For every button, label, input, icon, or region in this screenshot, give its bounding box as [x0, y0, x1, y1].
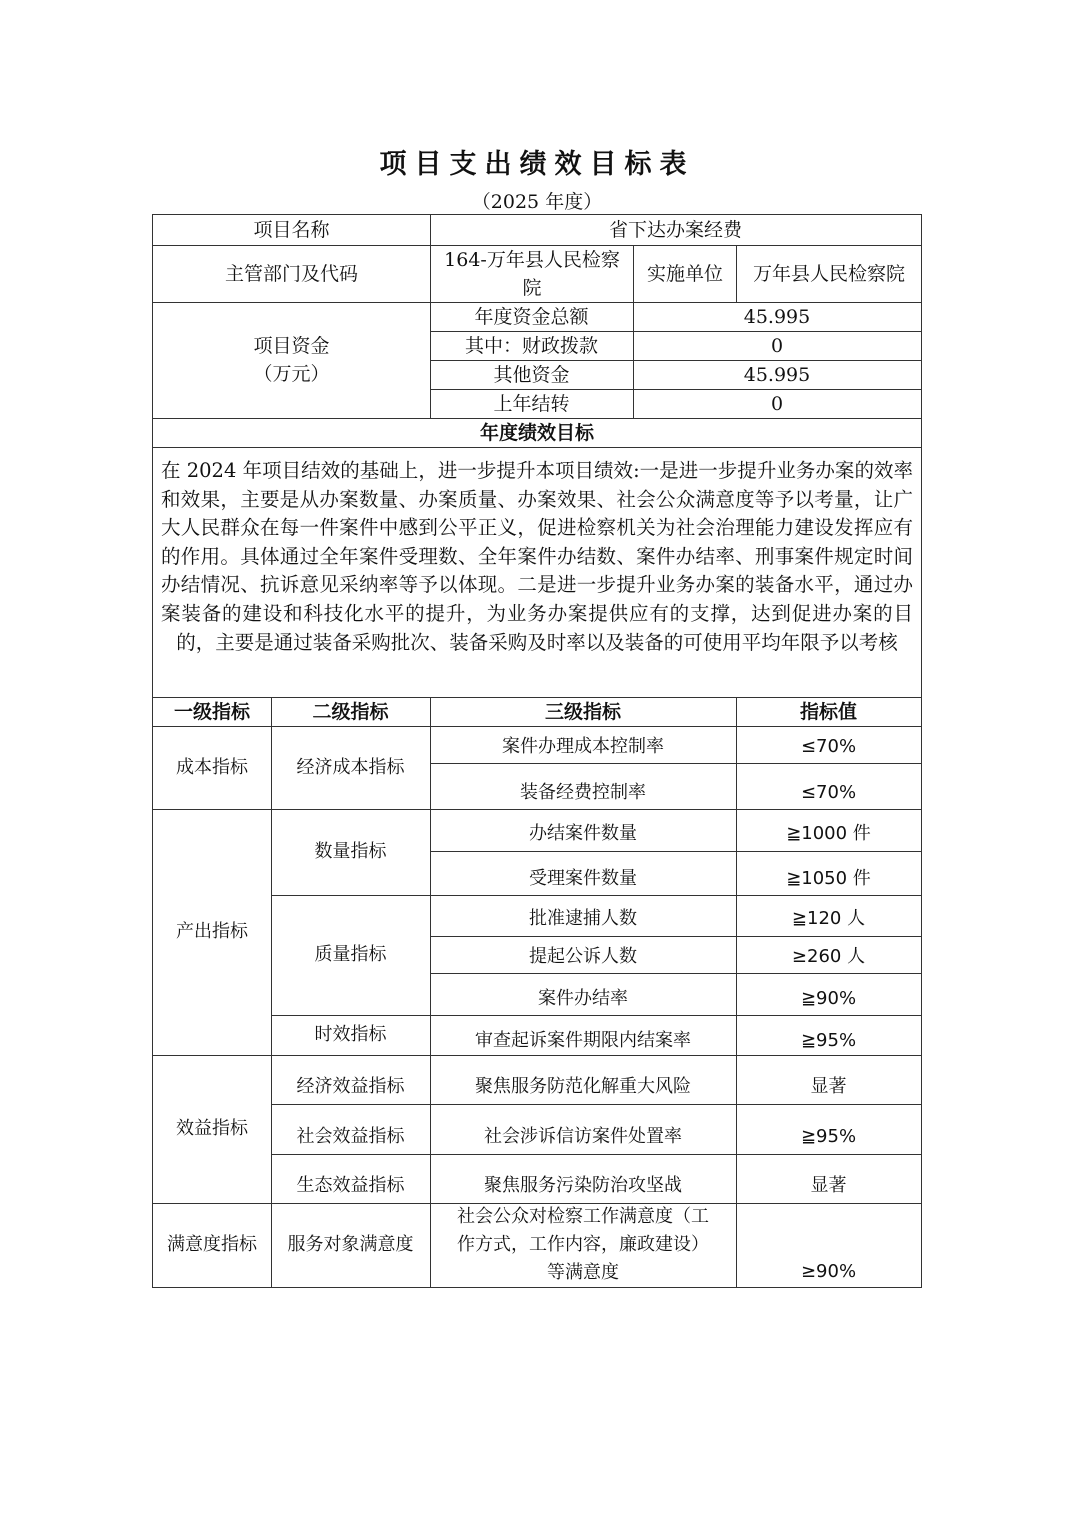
- indicator-row-name: 受理案件数量: [529, 868, 637, 889]
- level2-economic-benefit: 经济效益指标: [296, 1076, 405, 1097]
- impl-label: 实施单位: [647, 262, 724, 285]
- level2-social-benefit: 社会效益指标: [296, 1126, 405, 1147]
- performance-table: [152, 214, 922, 1288]
- header-level2: 二级指标: [312, 700, 389, 723]
- fund-other-value: 45.995: [743, 363, 811, 386]
- level2-timeliness: 时效指标: [314, 1024, 387, 1045]
- indicator-row-value: ≥260 人: [791, 946, 866, 967]
- goal-text: 在 2024 年项目结效的基础上，进一步提升本项目绩效:一是进一步提升业务办案的效率和效果，主要是从办案数量、办案质量、办案效果、社会公众满意度等予以考量，让广大人民群众在每一件案件中感到公平正义，促进检察机关为社会治理能力建设发挥应有的作用。具体通过全年案件受理数、全年案件办结数、案件办结率、刑事案件规定时间办结情况、抗诉意见采纳率等予以体现。二是进一步提升业务办案的装备水平，通过办案装备的建设和科技化水平的提升，为业务办案提供应有的支撑，达到促进办案的目的，主要是通过装备采购批次、装备采购及时率以及装备的可使用平均年限予以考核: [161, 459, 913, 654]
- indicator-row-name: 提起公诉人数: [529, 946, 637, 967]
- dept-label: 主管部门及代码: [224, 262, 358, 285]
- dept-value: 164-万年县人民检察院: [444, 248, 620, 299]
- fund-total-label: 年度资金总额: [474, 305, 589, 328]
- level1-output: 产出指标: [176, 921, 248, 942]
- indicator-row-name: 社会涉诉信访案件处置率: [484, 1126, 682, 1147]
- fund-carryover-label: 上年结转: [493, 392, 570, 415]
- project-name-label: 项目名称: [253, 219, 330, 241]
- indicator-row-name: 装备经费控制率: [520, 782, 646, 803]
- indicator-row-value: 显著: [810, 1076, 847, 1097]
- indicator-row-name: 聚焦服务污染防治攻坚战: [484, 1175, 682, 1196]
- fund-other-label: 其他资金: [493, 363, 570, 386]
- indicator-row-name: 案件办理成本控制率: [502, 736, 664, 757]
- impl-value: 万年县人民检察院: [752, 262, 905, 285]
- level1-satisfaction: 满意度指标: [167, 1234, 257, 1255]
- funds-label: 项目资金: [253, 335, 330, 357]
- indicator-row-name: 批准逮捕人数: [529, 908, 637, 929]
- project-name-value: 省下达办案经费: [608, 219, 742, 241]
- goal-heading: 年度绩效目标: [479, 421, 594, 444]
- funds-unit: （万元）: [253, 363, 330, 385]
- level2-economic-cost: 经济成本指标: [296, 756, 405, 778]
- indicator-row-value: ≥90%: [800, 1261, 857, 1282]
- level2-quantity: 数量指标: [314, 841, 387, 862]
- level1-cost: 成本指标: [176, 756, 248, 778]
- header-level3: 三级指标: [544, 700, 621, 723]
- indicator-row-value: 显著: [810, 1175, 847, 1196]
- indicator-row-value: ≧120 人: [791, 908, 866, 929]
- indicator-row-name: 案件办结率: [538, 988, 628, 1009]
- indicator-row-value: ≧95%: [800, 1030, 857, 1051]
- indicator-row-value: ≧90%: [800, 988, 857, 1009]
- header-level1: 一级指标: [173, 700, 250, 723]
- fund-carryover-value: 0: [770, 392, 784, 415]
- header-value: 指标值: [799, 700, 857, 723]
- indicator-row-name: 社会公众对检察工作满意度（工作方式，工作内容，廉政建设）等满意度: [457, 1206, 709, 1283]
- indicator-row-value: ≧95%: [800, 1126, 857, 1147]
- indicator-row-value: ≤70%: [800, 782, 857, 803]
- indicator-row-value: ≧1000 件: [786, 823, 871, 844]
- indicator-row-name: 办结案件数量: [529, 823, 637, 844]
- indicator-row-value: ≧1050 件: [786, 868, 871, 889]
- fund-fiscal-value: 0: [770, 334, 784, 357]
- indicator-row-name: 审查起诉案件期限内结案率: [475, 1030, 691, 1051]
- level2-quality: 质量指标: [314, 944, 387, 965]
- indicator-row-name: 聚焦服务防范化解重大风险: [475, 1076, 691, 1097]
- year-subtitle: （2025 年度）: [471, 191, 603, 213]
- funds-label-block: [153, 302, 430, 418]
- level2-eco-benefit: 生态效益指标: [296, 1175, 405, 1196]
- indicator-row-value: ≤70%: [800, 736, 857, 757]
- level1-benefit: 效益指标: [176, 1118, 248, 1139]
- fund-fiscal-label: 其中：财政拨款: [464, 334, 598, 357]
- level2-service-satisfaction: 服务对象满意度: [287, 1234, 414, 1255]
- page-title: 项目支出绩效目标表: [379, 149, 695, 180]
- fund-total-value: 45.995: [743, 305, 811, 328]
